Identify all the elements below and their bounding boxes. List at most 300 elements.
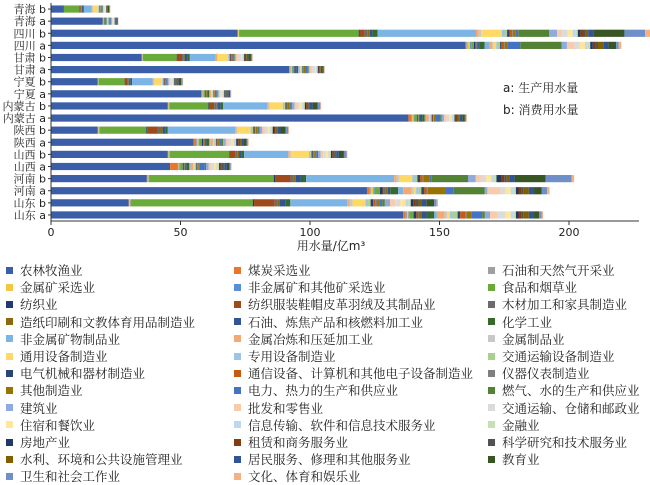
bar-segment (64, 5, 80, 12)
bar-segment (238, 30, 239, 37)
bar-segment (127, 78, 128, 85)
bar-segment (214, 163, 217, 170)
bar-segment (306, 102, 307, 109)
bar-segment (236, 127, 237, 134)
bar-segment (334, 151, 335, 158)
bar-segment (99, 127, 100, 134)
bar-segment (384, 187, 385, 194)
bar-segment (479, 42, 484, 49)
bar-segment (624, 30, 645, 37)
bar-segment (318, 66, 319, 73)
bar-segment (416, 199, 419, 206)
bar-segment (323, 66, 324, 73)
bar-segment (583, 30, 586, 37)
x-tick-label: 50 (174, 226, 188, 239)
bar-segment (372, 30, 377, 37)
bar-segment (51, 90, 201, 97)
legend-item (6, 348, 108, 364)
bar-segment (502, 30, 505, 37)
bar-segment (157, 127, 160, 134)
bar-segment (562, 42, 567, 49)
legend-item (488, 279, 577, 295)
bar-segment (177, 78, 178, 85)
bar-segment (476, 42, 477, 49)
legend-label: 农林牧渔业 (20, 261, 83, 279)
bar-segment (113, 18, 114, 25)
bar-segment (203, 90, 204, 97)
bar-segment (336, 151, 339, 158)
bar-segment (335, 151, 336, 158)
bar-segment (481, 175, 486, 182)
bar-segment (292, 66, 293, 73)
bar-segment (302, 66, 303, 73)
bar-segment (214, 139, 215, 146)
legend-swatch (6, 335, 13, 342)
legend-swatch (234, 301, 241, 308)
bar-segment (270, 102, 283, 109)
bar-segment (529, 211, 534, 218)
bar-segment (234, 139, 235, 146)
legend-swatch (234, 404, 241, 411)
bar-segment (395, 199, 400, 206)
bar-segment (170, 78, 171, 85)
bar-segment (273, 127, 274, 134)
bar-segment (218, 139, 219, 146)
bar-segment (166, 78, 167, 85)
bar-segment (586, 30, 589, 37)
bar-segment (216, 54, 217, 61)
bar-segment (104, 5, 105, 12)
bar-segment (328, 151, 329, 158)
bar-segment (429, 114, 430, 121)
bar-segment (498, 42, 501, 49)
legend-label: 石油和天然气开采业 (502, 261, 615, 279)
bar-segment (165, 127, 168, 134)
bar-segment (175, 78, 176, 85)
legend-item (6, 331, 120, 347)
bar-segment (309, 102, 310, 109)
bar-segment (143, 54, 177, 61)
bar-segment (390, 199, 395, 206)
bar-segment (486, 175, 491, 182)
bar-segment (229, 163, 230, 170)
bar-segment (319, 66, 320, 73)
category-label: 陕西 a (14, 135, 46, 149)
legend-item (234, 468, 361, 484)
legend-item (234, 382, 398, 398)
bar-segment (183, 54, 184, 61)
legend-label: 信息传输、软件和信息技术服务业 (248, 416, 436, 434)
bar-segment (511, 187, 514, 194)
bar-segment (51, 151, 168, 158)
bar-segment (208, 102, 209, 109)
bar-segment (534, 211, 539, 218)
bar-segment (593, 30, 624, 37)
bar-segment (465, 211, 466, 218)
bar-segment (125, 78, 128, 85)
bar-segment (344, 151, 347, 158)
bar-segment (373, 199, 376, 206)
annotation-b: b: 消费用水量 (503, 102, 578, 117)
bar-segment (437, 211, 445, 218)
bar-segment (298, 66, 299, 73)
bar-segment (385, 187, 388, 194)
bar-segment (595, 42, 598, 49)
bar-segment (375, 187, 380, 194)
bar-segment (408, 199, 411, 206)
bar-segment (237, 139, 238, 146)
legend-item (6, 468, 120, 484)
bar-segment (297, 102, 300, 109)
bar-segment (320, 102, 321, 109)
bar-segment (286, 127, 289, 134)
bar-segment (408, 114, 411, 121)
bar-segment (310, 66, 313, 73)
bar-segment (447, 114, 450, 121)
bar-segment (185, 163, 186, 170)
bar-segment (278, 127, 281, 134)
bar-segment (539, 211, 542, 218)
bar-segment (458, 114, 459, 121)
bar-segment (79, 5, 80, 12)
bar-segment (51, 18, 103, 25)
bar-segment (100, 127, 147, 134)
bar-segment (110, 18, 111, 25)
bar-segment (293, 66, 294, 73)
bar-segment (588, 42, 591, 49)
bar-segment (304, 66, 305, 73)
bar-segment (419, 114, 420, 121)
bar-segment (220, 163, 221, 170)
bar-segment (619, 42, 622, 49)
bar-segment (307, 102, 308, 109)
bar-segment (472, 211, 482, 218)
bar-segment (239, 151, 242, 158)
bar-segment (359, 30, 364, 37)
bar-segment (575, 30, 578, 37)
bar-segment (476, 30, 479, 37)
bar-segment (219, 90, 220, 97)
bar-segment (520, 42, 561, 49)
bar-segment (51, 5, 64, 12)
bar-segment (235, 139, 236, 146)
bar-segment (546, 175, 572, 182)
bar-segment (169, 78, 170, 85)
legend-label: 专用设备制造业 (248, 347, 336, 365)
legend-label: 非金属矿物制品业 (20, 330, 120, 348)
legend-item (6, 451, 183, 467)
bar-segment (290, 199, 347, 206)
bar-segment (437, 199, 438, 206)
bar-segment (113, 18, 114, 25)
bar-segment (210, 90, 211, 97)
bar-segment (170, 102, 209, 109)
legend-swatch (488, 267, 495, 274)
bar-segment (215, 90, 216, 97)
bar-segment (447, 211, 450, 218)
bar-segment (238, 30, 239, 37)
legend-swatch (234, 353, 241, 360)
bar-segment (332, 151, 333, 158)
legend-item (6, 434, 70, 450)
bar-segment (222, 163, 223, 170)
bar-segment (179, 78, 182, 85)
bar-segment (239, 54, 242, 61)
legend-item (488, 382, 640, 398)
bar-segment (254, 199, 275, 206)
bar-segment (516, 30, 519, 37)
bar-segment (226, 90, 227, 97)
bar-segment (314, 151, 315, 158)
bar-segment (213, 90, 214, 97)
bar-segment (244, 151, 288, 158)
bar-segment (283, 102, 284, 109)
legend-swatch (234, 284, 241, 291)
bar-segment (465, 42, 466, 49)
legend-label: 通用设备制造业 (20, 347, 108, 365)
bar-segment (51, 102, 168, 109)
bar-segment (280, 199, 285, 206)
x-axis-label: 用水量/亿m³ (297, 238, 366, 253)
bar-segment (154, 78, 155, 85)
bar-segment (224, 90, 225, 97)
bar-segment (246, 54, 247, 61)
bar-segment (371, 187, 374, 194)
bar-segment (195, 163, 196, 170)
bar-segment (290, 151, 291, 158)
bar-segment (476, 175, 481, 182)
bar-segment (228, 54, 229, 61)
bar-segment (235, 127, 236, 134)
bar-segment (227, 90, 228, 97)
bar-segment (170, 151, 230, 158)
bar-segment (183, 78, 184, 85)
bar-segment (326, 151, 329, 158)
bar-segment (164, 78, 165, 85)
bar-segment (490, 211, 498, 218)
bar-segment (196, 139, 197, 146)
bar-segment (562, 30, 567, 37)
bar-segment (588, 30, 593, 37)
bar-segment (213, 139, 214, 146)
legend-label: 交通运输设备制造业 (502, 347, 615, 365)
bar-segment (454, 187, 485, 194)
bar-segment (518, 30, 549, 37)
bar-segment (193, 163, 194, 170)
annotation-a: a: 生产用水量 (503, 80, 578, 95)
bar-segment (506, 187, 511, 194)
bar-segment (212, 90, 213, 97)
bar-segment (169, 102, 170, 109)
bar-segment (324, 66, 325, 73)
bar-segment (518, 187, 521, 194)
legend-item (488, 365, 590, 381)
bar-segment (170, 163, 178, 170)
bar-segment (230, 90, 231, 97)
bar-segment (103, 5, 104, 12)
legend-swatch (234, 370, 241, 377)
bar-segment (513, 211, 516, 218)
bar-segment (100, 5, 101, 12)
legend-label: 石油、炼焦产品和核燃料加工业 (248, 313, 423, 331)
bar-segment (310, 151, 311, 158)
bar-segment (297, 66, 298, 73)
bar-segment (380, 187, 383, 194)
bar-segment (174, 78, 175, 85)
bar-segment (468, 175, 476, 182)
bar-segment (221, 102, 224, 109)
bar-segment (106, 18, 107, 25)
bar-segment (218, 163, 219, 170)
bar-segment (367, 30, 370, 37)
legend-item (234, 365, 473, 381)
bar-segment (322, 66, 323, 73)
legend-label: 造纸印刷和文教体育用品制造业 (20, 313, 195, 331)
bar-segment (452, 211, 457, 218)
bar-segment (147, 175, 148, 182)
bar-segment (580, 42, 585, 49)
bar-segment (214, 90, 215, 97)
bar-segment (221, 90, 222, 97)
bar-segment (217, 102, 218, 109)
bar-segment (229, 151, 230, 158)
bar-segment (218, 90, 219, 97)
bar-segment (505, 30, 508, 37)
legend-item (234, 400, 323, 416)
bar-segment (253, 127, 254, 134)
bar-segment (51, 175, 147, 182)
legend-label: 卫生和社会工作业 (20, 467, 120, 485)
bar-segment (339, 151, 344, 158)
bar-segment (296, 175, 301, 182)
bar-segment (211, 163, 214, 170)
bar-segment (301, 175, 306, 182)
bar-segment (209, 102, 214, 109)
legend-swatch (6, 387, 13, 394)
bar-segment (233, 54, 234, 61)
bar-segment (315, 151, 316, 158)
bar-segment (209, 90, 210, 97)
bar-segment (414, 114, 415, 121)
legend-label: 金属冶炼和压延加工业 (248, 330, 373, 348)
bar-segment (383, 187, 384, 194)
bar-segment (512, 30, 513, 37)
bar-segment (449, 114, 452, 121)
bar-segment (169, 102, 170, 109)
legend-swatch (488, 370, 495, 377)
bar-segment (108, 5, 109, 12)
legend-swatch (488, 318, 495, 325)
bar-segment (466, 114, 467, 121)
legend-label: 电力、热力的生产和供应业 (248, 381, 398, 399)
legend-item (234, 262, 311, 278)
legend-swatch (6, 318, 13, 325)
bar-segment (323, 151, 326, 158)
bar-segment (567, 42, 575, 49)
legend-item (488, 451, 540, 467)
bar-segment (230, 54, 231, 61)
bar-segment (98, 127, 99, 134)
bar-segment (485, 42, 490, 49)
bar-segment (479, 30, 482, 37)
bar-segment (367, 187, 370, 194)
legend-swatch (234, 439, 241, 446)
bar-segment (406, 211, 407, 218)
bar-segment (179, 163, 180, 170)
bar-segment (474, 42, 475, 49)
bar-segment (368, 199, 371, 206)
legend-swatch (6, 404, 13, 411)
bar-segment (107, 18, 108, 25)
bar-segment (518, 211, 521, 218)
bar-segment (217, 139, 218, 146)
bar-segment (294, 102, 297, 109)
bar-segment (223, 90, 224, 97)
bar-segment (187, 163, 190, 170)
bar-segment (453, 114, 454, 121)
legend-label: 纺织业 (20, 295, 58, 313)
bar-segment (153, 78, 154, 85)
bar-segment (299, 66, 300, 73)
bar-segment (300, 66, 301, 73)
bar-segment (424, 175, 429, 182)
bar-segment (236, 139, 237, 146)
legend-item (234, 331, 373, 347)
bar-segment (505, 42, 508, 49)
bar-segment (99, 5, 100, 12)
bar-segment (212, 90, 213, 97)
legend-swatch (488, 284, 495, 291)
bar-segment (167, 78, 168, 85)
legend-swatch (6, 421, 13, 428)
bar-segment (427, 211, 435, 218)
bar-segment (429, 175, 432, 182)
bar-segment (428, 187, 446, 194)
bar-segment (511, 211, 514, 218)
bar-segment (509, 175, 514, 182)
bar-segment (129, 199, 130, 206)
bar-segment (432, 175, 468, 182)
legend-label: 仪器仪表制造业 (502, 364, 590, 382)
bar-segment (416, 187, 419, 194)
legend-item (234, 348, 336, 364)
bar-segment (169, 151, 170, 158)
bar-segment (51, 211, 403, 218)
bar-segment (412, 175, 415, 182)
bar-segment (414, 187, 417, 194)
bar-segment (168, 151, 169, 158)
bar-segment (645, 30, 650, 37)
bar-segment (418, 114, 419, 121)
bar-segment (225, 90, 226, 97)
bar-segment (213, 90, 214, 97)
legend-swatch (488, 421, 495, 428)
bar-segment (176, 78, 177, 85)
bar-segment (408, 211, 409, 218)
bar-segment (291, 151, 309, 158)
legend-item (488, 434, 627, 450)
legend-item (488, 348, 615, 364)
bar-segment (331, 151, 332, 158)
bar-segment (193, 139, 196, 146)
bar-segment (240, 139, 241, 146)
bar-segment (205, 90, 206, 97)
bar-segment (51, 114, 408, 121)
bar-segment (98, 5, 99, 12)
bar-segment (420, 175, 423, 182)
bar-segment (294, 66, 295, 73)
bar-segment (203, 139, 204, 146)
